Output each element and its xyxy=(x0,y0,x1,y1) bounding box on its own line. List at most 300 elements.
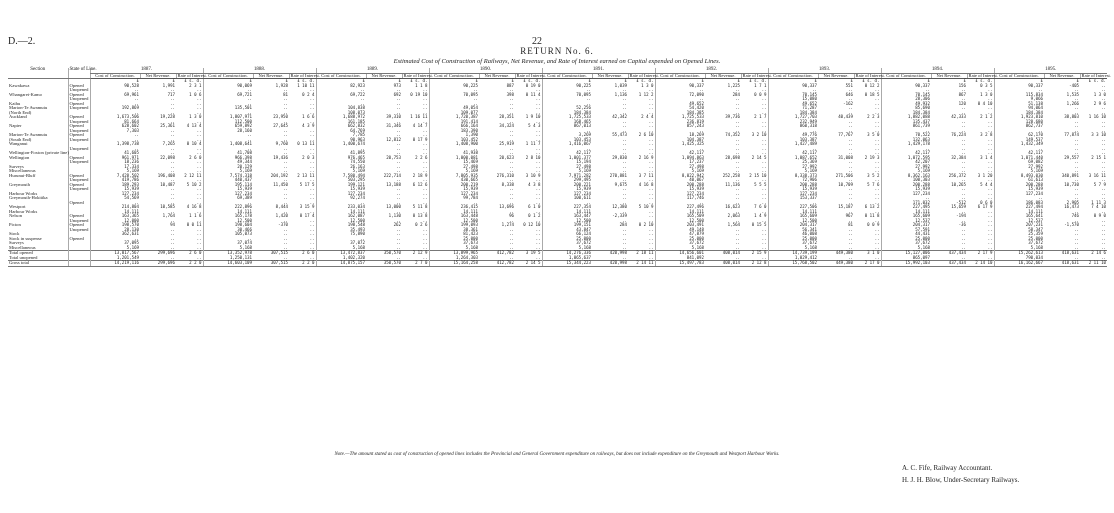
cell-net-revenue: .. xyxy=(848,231,853,236)
cell-rate: .. xyxy=(535,168,541,173)
cell-net-revenue: .. xyxy=(848,150,853,155)
cell-rate: .. xyxy=(648,118,654,124)
cell-net-revenue: .. xyxy=(622,136,627,142)
cell-net-revenue: 2,905 xyxy=(1066,199,1079,205)
cell-cost: 5,169 xyxy=(90,169,140,174)
cell-rate: .. xyxy=(196,87,202,92)
cell-cost: £ xyxy=(316,79,366,84)
cell-net-revenue: 692 xyxy=(393,91,401,97)
cell-rate: .. xyxy=(309,132,315,137)
cell-cost: 163,447 xyxy=(542,214,592,219)
cell-rate: 4 13 4 xyxy=(186,123,202,128)
row-state: Opened xyxy=(68,174,90,179)
cell-cost: 104,387 xyxy=(655,138,705,143)
cell-rate: .. xyxy=(309,127,315,133)
row-section: Gross total xyxy=(8,261,68,267)
cell-rate: .. xyxy=(987,145,993,151)
cell-rate: .. xyxy=(761,235,767,241)
cell-cost: 362,631 xyxy=(90,232,140,237)
cell-net-revenue: .. xyxy=(1074,87,1079,92)
row-state: Opened xyxy=(68,214,90,219)
cell-cost: 14,739,199 xyxy=(768,251,818,256)
cell-cost: .. xyxy=(316,102,366,107)
cell-net-revenue: .. xyxy=(961,208,966,214)
cell-rate: .. xyxy=(874,217,880,223)
cell-cost: 99,784 xyxy=(429,196,479,201)
cell-cost: .. xyxy=(768,129,818,134)
column-header-cost: Cost of Construction. xyxy=(316,73,366,79)
cell-cost: .. xyxy=(203,97,253,102)
cell-cost: 1,201,549 xyxy=(90,256,140,261)
cell-rate: 1 11 3 xyxy=(1091,199,1107,205)
cell-rate: .. xyxy=(761,105,767,110)
cell-rate: .. xyxy=(987,208,993,214)
cell-net-revenue: 156 xyxy=(958,82,966,88)
cell-rate: .. xyxy=(422,150,428,155)
cell-rate: .. xyxy=(987,109,993,115)
column-header-rate: Rate of Interest. xyxy=(629,72,659,78)
cell-net-revenue: 77,767 xyxy=(838,132,853,137)
cell-net-revenue: 13,696 xyxy=(499,204,514,209)
cell-net-revenue: .. xyxy=(622,159,627,164)
cell-net-revenue: 8,444 xyxy=(275,204,288,209)
cell-rate: 1 3 0 xyxy=(980,91,993,97)
cell-rate: .. xyxy=(309,87,315,92)
cell-net-revenue: .. xyxy=(396,132,401,137)
cell-rate: 2 9 6 xyxy=(1093,100,1107,106)
cell-net-revenue: 12,380 xyxy=(612,204,627,209)
cell-rate: .. xyxy=(422,195,428,200)
cell-cost: 163,365 xyxy=(90,214,140,219)
cell-cost: £ xyxy=(881,79,931,84)
row-state: Unopened xyxy=(69,217,89,223)
cell-net-revenue: .. xyxy=(283,254,288,260)
cell-rate: 5 17 5 xyxy=(299,181,315,187)
cell-cost: 25,000 xyxy=(881,237,931,242)
cell-cost: 25,000 xyxy=(542,237,592,242)
cell-cost: 8,362,163 xyxy=(881,174,931,179)
cell-net-revenue: .. xyxy=(735,186,740,191)
cell-net-revenue: .. xyxy=(1074,127,1079,133)
cell-rate: 2 2 6 xyxy=(415,154,428,160)
column-header-year: 1889. xyxy=(316,68,429,73)
page-marker: D.—2. xyxy=(8,36,36,47)
cell-cost: 40,067 xyxy=(655,178,705,183)
cell-net-revenue: 222,714 xyxy=(383,172,401,178)
cell-rate: .. xyxy=(761,226,767,232)
cell-rate: .. xyxy=(422,240,428,245)
cell-cost: 12,537 xyxy=(994,219,1044,224)
cell-rate: 0 13 8 xyxy=(412,213,428,218)
cell-cost: 15,768,502 xyxy=(768,261,818,267)
cell-rate: .. xyxy=(1101,168,1107,173)
cell-cost: 41,895 xyxy=(316,151,366,156)
cell-cost: 27,498 xyxy=(429,165,479,170)
cell-rate: .. xyxy=(196,235,202,241)
column-header-rate: Rate of Interest. xyxy=(855,72,885,78)
cell-cost: 115,834 xyxy=(994,93,1044,98)
column-header-rate: Rate of Interest. xyxy=(968,72,998,78)
cell-net-revenue: .. xyxy=(396,127,401,133)
cell-net-revenue: .. xyxy=(283,186,288,191)
cell-net-revenue: .. xyxy=(961,190,966,196)
cell-rate: .. xyxy=(761,96,767,101)
cell-cost: 5,169 xyxy=(881,169,931,174)
cell-rate: .. xyxy=(309,96,315,101)
cell-rate: 0 2 6 xyxy=(415,222,428,227)
cell-rate: .. xyxy=(874,105,880,110)
cell-cost: 42,207 xyxy=(881,160,931,165)
cell-net-revenue: .. xyxy=(622,118,627,124)
cell-cost: 8,493,030 xyxy=(994,174,1044,179)
cell-rate: .. xyxy=(874,190,880,196)
cell-rate: .. xyxy=(196,136,202,142)
cell-net-revenue: .. xyxy=(622,208,627,214)
cell-rate: .. xyxy=(648,96,654,101)
cell-cost: 790,034 xyxy=(994,256,1044,261)
cell-cost: .. xyxy=(768,201,818,206)
cell-net-revenue: 28,351 xyxy=(499,114,514,119)
cell-rate: .. xyxy=(761,127,767,133)
cell-rate: 2 14 5 xyxy=(515,261,542,267)
cell-rate: .. xyxy=(987,150,993,155)
cell-rate: .. xyxy=(761,254,767,260)
cell-cost: 184,384 xyxy=(994,111,1044,116)
cell-rate: .. xyxy=(535,254,541,260)
cell-rate: 1 16 10 xyxy=(1088,114,1107,119)
cell-net-revenue: .. xyxy=(961,123,966,128)
cell-net-revenue: 398 xyxy=(506,91,514,97)
cell-cost: .. xyxy=(90,133,140,138)
cell-cost: 1,065,637 xyxy=(542,256,592,261)
cell-net-revenue: .. xyxy=(170,127,175,133)
cell-rate: 0 12 2 xyxy=(864,82,880,88)
cell-rate: 4 16 8 xyxy=(638,181,654,187)
cell-rate: .. xyxy=(196,254,202,260)
cell-cost: 90,337 xyxy=(768,84,818,89)
cell-rate: 1 9 10 xyxy=(525,114,541,119)
cell-net-revenue: .. xyxy=(1074,159,1079,164)
cell-net-revenue: 20,753 xyxy=(386,154,401,160)
cell-rate: .. xyxy=(648,244,654,250)
cell-rate: .. xyxy=(761,109,767,115)
cell-rate: 2 17 0 xyxy=(854,261,881,267)
cell-cost: 1,725,533 xyxy=(655,115,705,120)
cell-cost: 189,293 xyxy=(90,183,140,188)
cell-rate: .. xyxy=(648,195,654,200)
cell-cost: 1,072,595 xyxy=(881,156,931,161)
cell-rate: 1 6 6 xyxy=(302,114,315,119)
cell-cost: 184,384 xyxy=(542,111,592,116)
cell-rate: 5 4 3 xyxy=(528,123,541,128)
cell-net-revenue: .. xyxy=(622,100,627,106)
column-header-year: 1888. xyxy=(203,68,316,73)
cell-cost: 14,875,157 xyxy=(316,261,366,267)
cell-rate: .. xyxy=(874,195,880,200)
cell-net-revenue: 1,039 xyxy=(614,82,627,88)
cell-cost: 14,111 xyxy=(90,210,140,215)
cell-net-revenue: 32,384 xyxy=(951,154,966,160)
cell-rate: .. xyxy=(422,145,428,151)
cell-rate: .. xyxy=(761,199,767,205)
cell-cost: 54,420 xyxy=(655,106,705,111)
cell-cost: 203,491 xyxy=(655,223,705,228)
cell-rate: .. xyxy=(535,145,541,151)
cell-net-revenue: 9,675 xyxy=(614,181,627,187)
cell-cost: 90,337 xyxy=(881,84,931,89)
cell-cost: 112,500 xyxy=(203,120,253,125)
cell-rate: .. xyxy=(761,168,767,173)
cell-net-revenue: 81 xyxy=(848,222,853,227)
cell-rate: .. xyxy=(648,217,654,223)
cell-net-revenue: .. xyxy=(396,254,401,260)
cell-net-revenue: .. xyxy=(735,195,740,200)
cell-net-revenue: .. xyxy=(1074,150,1079,155)
cell-net-revenue: .. xyxy=(622,87,627,92)
cell-net-revenue: .. xyxy=(283,163,288,169)
cell-net-revenue: 196,408 xyxy=(157,172,175,178)
cell-cost: 7,580,494 xyxy=(316,174,366,179)
cell-cost: 127,234 xyxy=(994,192,1044,197)
cell-cost: 74,550 xyxy=(316,160,366,165)
cell-rate: .. xyxy=(648,150,654,155)
cell-net-revenue: .. xyxy=(622,109,627,115)
cell-rate: 3 2 10 xyxy=(751,132,767,137)
cell-net-revenue: 7,265 xyxy=(162,141,175,146)
cell-net-revenue: £ xyxy=(172,78,175,83)
cell-cost: 8,022,942 xyxy=(655,174,705,179)
cell-rate: .. xyxy=(309,244,315,250)
row-state: Opened xyxy=(68,223,90,228)
cell-rate: 3 1 4 xyxy=(980,154,993,160)
cell-net-revenue: 1,225 xyxy=(727,82,740,88)
cell-cost: 5,169 xyxy=(542,169,592,174)
cell-cost: .. xyxy=(542,97,592,102)
column-header-net-revenue: Net Revenue. xyxy=(705,73,741,79)
cell-cost: .. xyxy=(90,102,140,107)
cell-rate: .. xyxy=(648,240,654,245)
cell-rate: .. xyxy=(987,87,993,92)
cell-net-revenue: .. xyxy=(735,136,740,142)
cell-rate: .. xyxy=(309,208,315,214)
cell-rate: 2 14 6 xyxy=(1080,251,1107,256)
cell-net-revenue: .. xyxy=(848,199,853,205)
cell-cost: 186,083 xyxy=(994,201,1044,206)
cell-net-revenue: .. xyxy=(509,190,514,196)
cell-rate: 3 1 0 xyxy=(854,251,881,256)
cell-net-revenue: .. xyxy=(509,195,514,200)
cell-cost: 5,168 xyxy=(881,246,931,251)
cell-net-revenue: .. xyxy=(170,231,175,236)
cell-cost: 12,500 xyxy=(768,219,818,224)
cell-rate: .. xyxy=(535,109,541,115)
cell-rate: 3 5 2 xyxy=(867,172,880,178)
cell-cost: 12,537 xyxy=(881,219,931,224)
cell-net-revenue: .. xyxy=(283,132,288,137)
cell-net-revenue: .. xyxy=(170,217,175,223)
cell-cost: 1,071,440 xyxy=(994,156,1044,161)
row-state: Opened xyxy=(68,84,90,89)
cell-cost: .. xyxy=(90,237,140,242)
cell-net-revenue: 408,014 xyxy=(705,251,741,256)
cell-cost: .. xyxy=(203,237,253,242)
cell-rate: .. xyxy=(535,87,541,92)
cell-net-revenue: 1,764 xyxy=(162,213,175,218)
cell-net-revenue: .. xyxy=(735,190,740,196)
cell-net-revenue: .. xyxy=(170,199,175,205)
cell-cost: 15,080 xyxy=(768,97,818,102)
cell-cost: 162,087 xyxy=(316,214,366,219)
cell-rate: 0 0 9 xyxy=(867,222,880,227)
cell-rate: .. xyxy=(987,123,993,128)
cell-cost: 42,117 xyxy=(994,151,1044,156)
cell-cost: 5,169 xyxy=(203,169,253,174)
cell-rate: .. xyxy=(1101,118,1107,124)
cell-cost: 1,432,349 xyxy=(994,142,1044,147)
cell-cost: 81,423 xyxy=(429,232,479,237)
cell-rate: .. xyxy=(535,118,541,124)
cell-rate: .. xyxy=(196,217,202,223)
cell-rate: £ s. d. xyxy=(184,78,202,83)
cell-net-revenue: .. xyxy=(961,195,966,200)
cell-rate: .. xyxy=(874,159,880,164)
cell-net-revenue: .. xyxy=(396,199,401,205)
column-header-rate: Rate of Interest. xyxy=(742,72,772,78)
cell-net-revenue: 39,310 xyxy=(386,114,401,119)
cell-rate: .. xyxy=(422,159,428,164)
cell-net-revenue: .. xyxy=(283,159,288,164)
cell-rate: .. xyxy=(196,150,202,155)
cell-rate: .. xyxy=(309,118,315,124)
cell-rate: .. xyxy=(874,141,880,146)
cell-cost: 15,194 xyxy=(542,160,592,165)
cell-rate: .. xyxy=(1101,163,1107,169)
cell-rate: 2 7 0 xyxy=(402,261,429,267)
cell-net-revenue: .. xyxy=(396,190,401,196)
cell-net-revenue: .. xyxy=(622,145,627,151)
cell-net-revenue: .. xyxy=(622,195,627,200)
row-state: Opened xyxy=(68,201,90,206)
cell-net-revenue: .. xyxy=(170,195,175,200)
cell-cost: 966,398 xyxy=(203,156,253,161)
cell-rate: 3 16 11 xyxy=(1088,172,1107,178)
cell-cost: .. xyxy=(994,129,1044,134)
cell-cost: 72,906 xyxy=(768,178,818,183)
cell-net-revenue: 77,874 xyxy=(1064,132,1079,137)
cell-net-revenue: .. xyxy=(509,235,514,241)
cell-rate: .. xyxy=(422,186,428,191)
column-header-rate: Rate of Interest. xyxy=(1081,72,1111,78)
cell-net-revenue: .. xyxy=(1074,226,1079,232)
cell-net-revenue: .. xyxy=(848,136,853,142)
cell-cost: .. xyxy=(881,129,931,134)
cell-rate: .. xyxy=(1101,226,1107,232)
cell-rate: .. xyxy=(196,199,202,205)
cell-net-revenue: .. xyxy=(848,87,853,92)
cell-rate: .. xyxy=(309,240,315,245)
cell-cost: .. xyxy=(90,111,140,116)
cell-cost: 69,722 xyxy=(316,93,366,98)
cell-net-revenue: .. xyxy=(735,87,740,92)
cell-rate: 2 0 3 xyxy=(302,154,315,160)
cell-net-revenue: .. xyxy=(396,226,401,232)
cell-net-revenue: .. xyxy=(509,208,514,214)
cell-rate: 5 10 9 xyxy=(638,204,654,209)
cell-net-revenue: .. xyxy=(961,226,966,232)
cell-rate: .. xyxy=(648,127,654,133)
cell-net-revenue: 271,506 xyxy=(835,172,853,178)
cell-cost: 108,073 xyxy=(316,111,366,116)
cell-net-revenue: 973 xyxy=(393,82,401,88)
row-section: Picton xyxy=(9,222,21,227)
cell-net-revenue: .. xyxy=(848,163,853,169)
cell-net-revenue: .. xyxy=(396,145,401,151)
cell-cost: 149,537 xyxy=(994,138,1044,143)
cell-rate: .. xyxy=(761,163,767,169)
cell-cost: 200,288 xyxy=(881,183,931,188)
cell-net-revenue: 299,696 xyxy=(140,251,176,256)
cell-net-revenue: .. xyxy=(961,159,966,164)
cell-net-revenue: -370 xyxy=(278,222,288,227)
cell-rate: 6 1 0 xyxy=(528,204,541,209)
row-section: Kawakawa xyxy=(9,82,30,88)
cell-cost: .. xyxy=(994,88,1044,93)
cell-rate: .. xyxy=(309,199,315,205)
cell-rate: .. xyxy=(648,235,654,241)
cell-cost: 127,234 xyxy=(90,192,140,197)
cell-net-revenue: .. xyxy=(961,163,966,169)
column-header-rate: Rate of Interest. xyxy=(403,72,433,78)
cell-rate: .. xyxy=(874,244,880,250)
cell-cost: 15,164,258 xyxy=(429,261,479,267)
cell-cost: 100,303 xyxy=(881,178,931,183)
row-state: Unopened xyxy=(69,127,89,133)
cell-rate: .. xyxy=(535,132,541,137)
cell-rate: 0 17 4 xyxy=(299,213,315,218)
cell-net-revenue: 887 xyxy=(506,82,514,88)
cell-rate: £ s. d. xyxy=(749,78,767,83)
cell-cost: .. xyxy=(316,97,366,102)
cell-net-revenue: .. xyxy=(735,168,740,173)
row-state: Opened xyxy=(68,156,90,161)
cell-rate: .. xyxy=(422,163,428,169)
cell-cost: 46,008 xyxy=(768,232,818,237)
cell-cost: £ xyxy=(90,79,140,84)
cell-cost: 15,939 xyxy=(994,187,1044,192)
cell-rate: .. xyxy=(196,100,202,106)
cell-net-revenue: .. xyxy=(622,168,627,173)
cell-rate: 1 1 8 xyxy=(415,82,428,88)
cell-cost: 14,111 xyxy=(429,210,479,215)
cell-net-revenue: .. xyxy=(622,226,627,232)
footnote: Note.—The amount stated as cost of construction of opened lines includes the Provincial and General Government expenditure on railways, but does not include expenditure on the Greymouth and Westport Harbour Works. xyxy=(334,452,780,457)
cell-rate: .. xyxy=(648,141,654,146)
cell-cost: 14,111 xyxy=(542,210,592,215)
cell-cost: 15,939 xyxy=(203,187,253,192)
cell-cost: 165,609 xyxy=(881,214,931,219)
cell-net-revenue: .. xyxy=(961,231,966,236)
cell-net-revenue: .. xyxy=(1074,123,1079,128)
cell-cost: .. xyxy=(542,147,592,152)
cell-net-revenue: 284 xyxy=(732,91,740,97)
cell-rate: .. xyxy=(309,186,315,191)
cell-cost: 1,087,652 xyxy=(768,156,818,161)
cell-cost: 13,472,837 xyxy=(316,251,366,256)
cell-rate: .. xyxy=(987,254,993,260)
cell-cost: 1,807,971 xyxy=(203,115,253,120)
cell-rate: .. xyxy=(1101,96,1107,101)
cell-rate: 2 18 11 xyxy=(628,251,655,256)
